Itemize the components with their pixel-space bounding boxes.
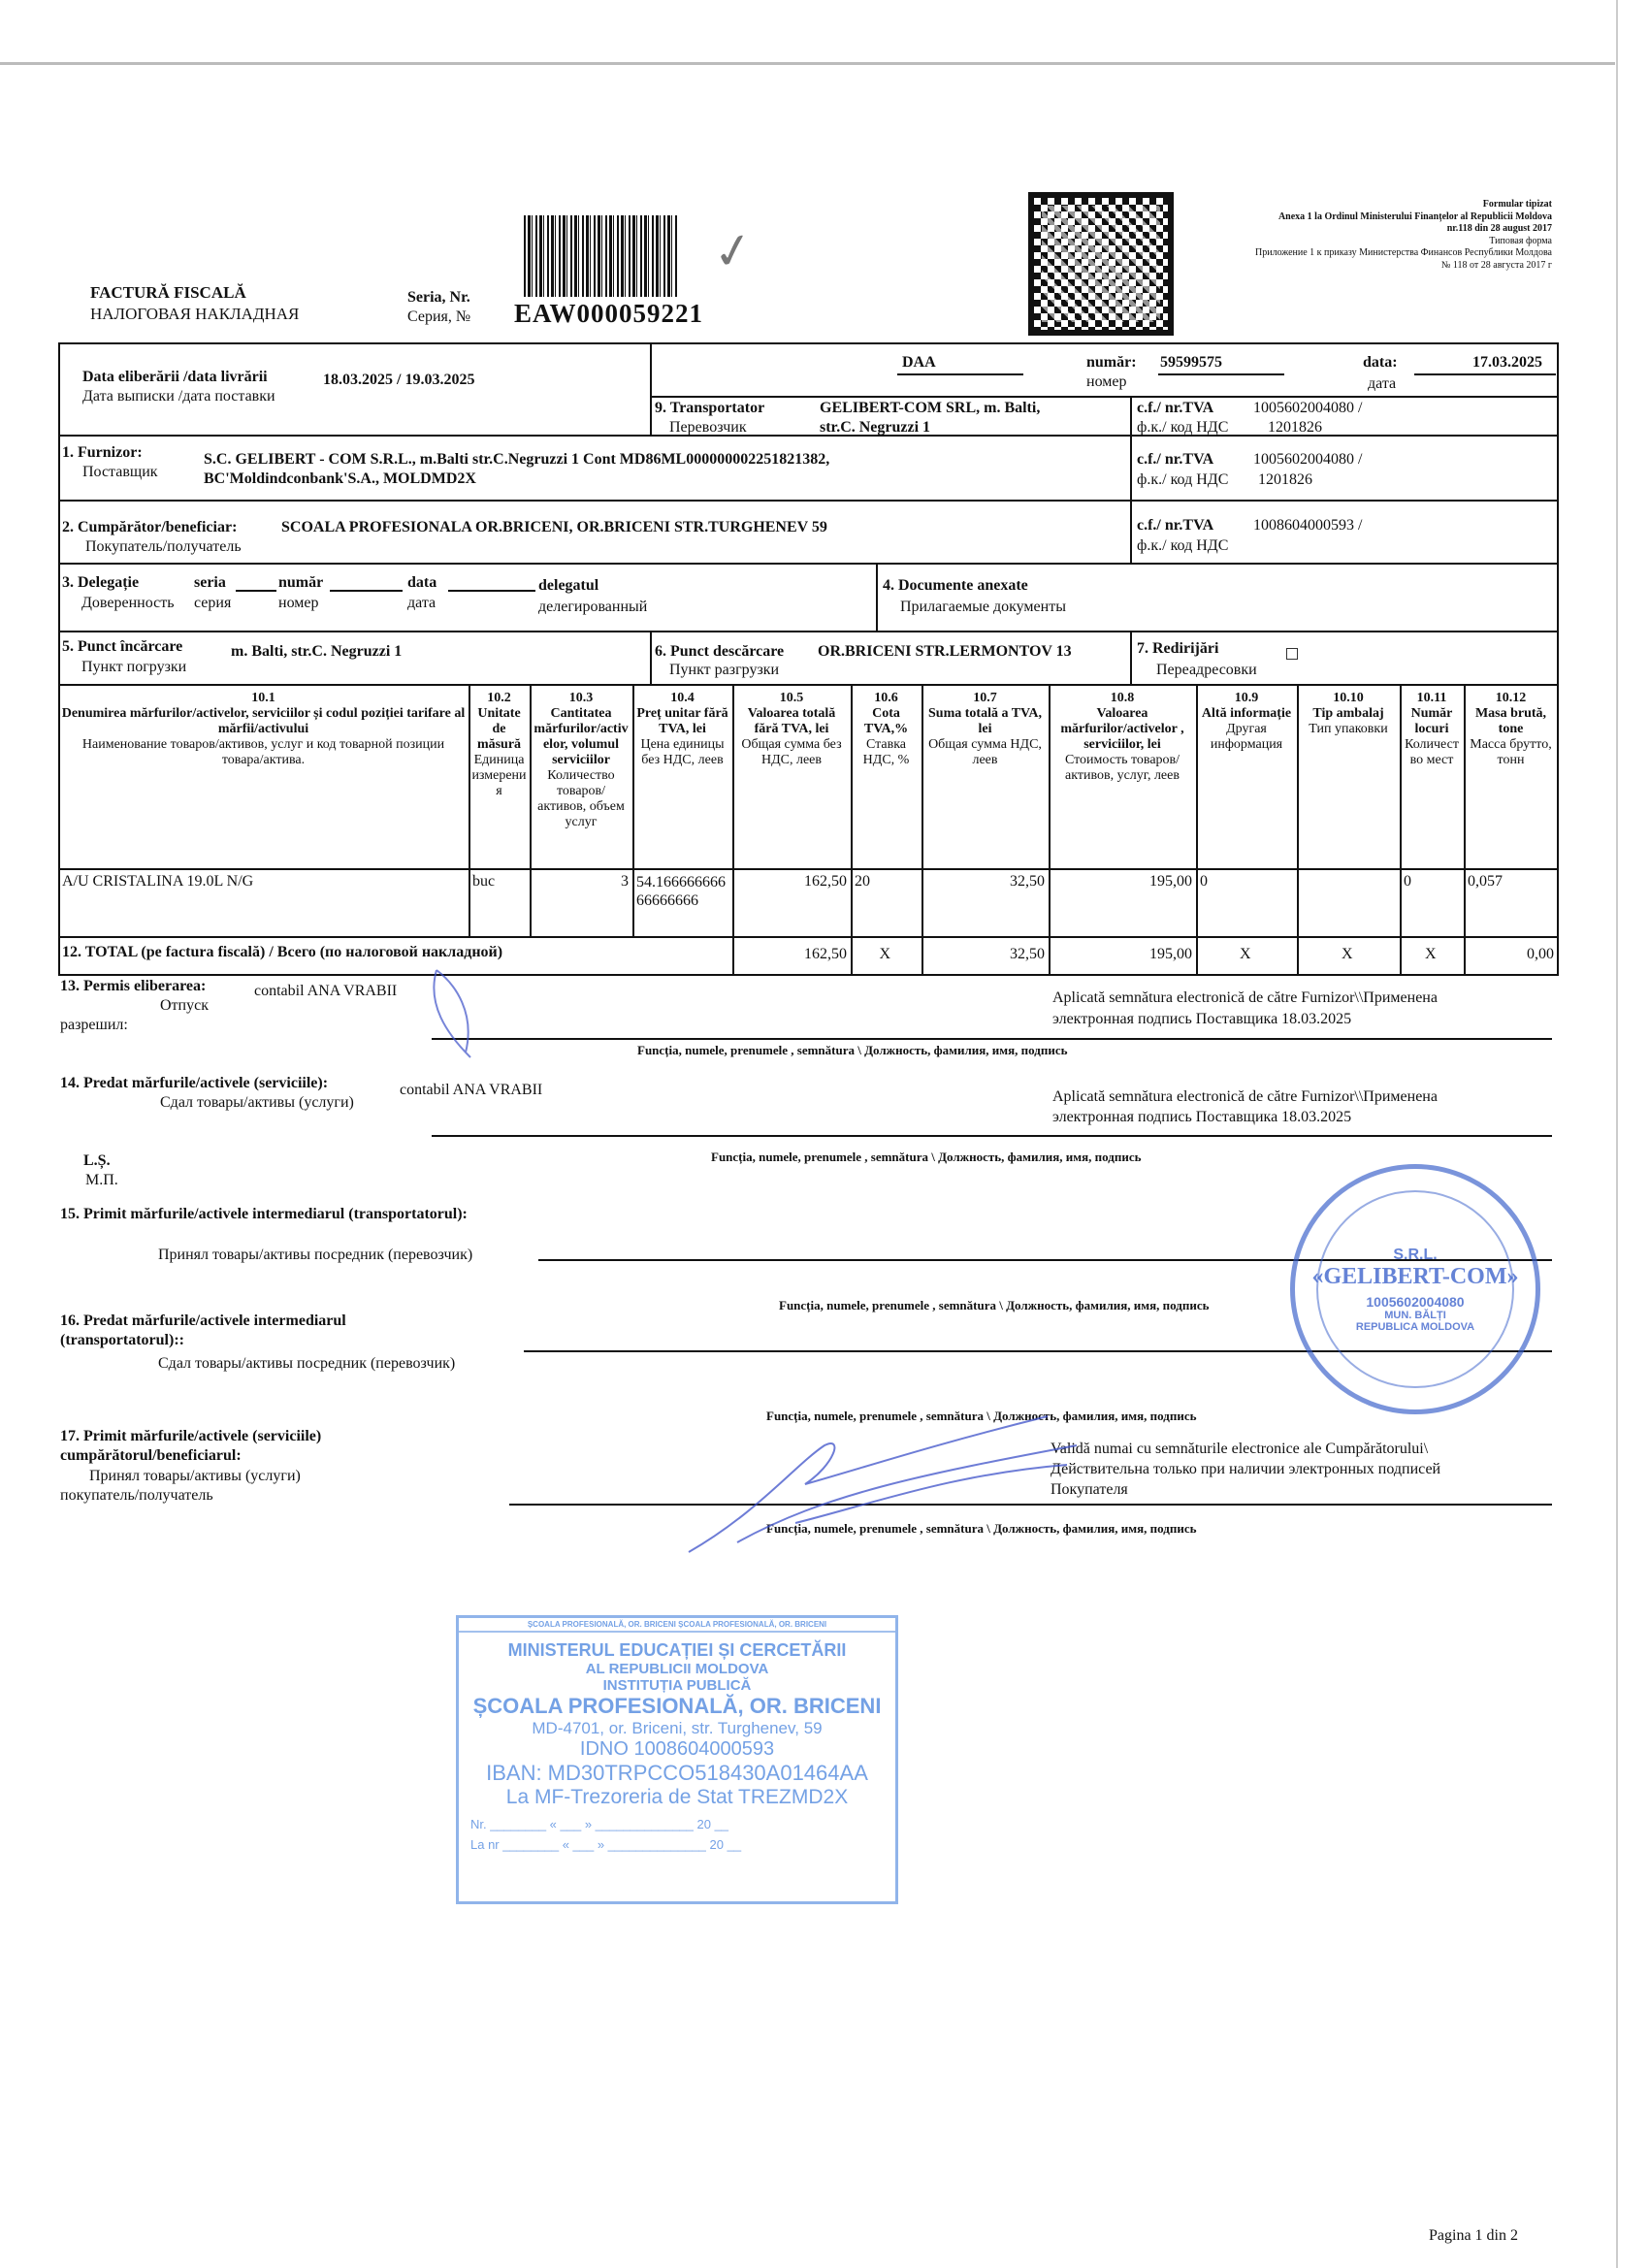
s15-label-ro: 15. Primit mărfurile/activele intermediarul (transportatorul): — [60, 1206, 468, 1222]
divider — [58, 684, 1558, 686]
barcode-icon — [524, 215, 679, 297]
table-cell: 32,50 — [1010, 873, 1045, 890]
redirect-checkbox[interactable] — [1286, 648, 1298, 660]
delegation-data: data — [407, 574, 437, 591]
column-header — [1467, 691, 1555, 768]
s17-label-ro2: cumpărătorul/beneficiarul: — [60, 1447, 242, 1464]
stamp-text: ȘCOALA PROFESIONALĂ, OR. BRICENI ȘCOALA PROFESIONALĂ, OR. BRICENI — [459, 1618, 895, 1633]
s13-note-2: электронная подпись Поставщика 18.03.2025 — [1052, 1011, 1352, 1027]
s15-caption: Funcția, numele, prenumele , semnătura \ Должность, фамилия, имя, подпись — [779, 1298, 1210, 1312]
column-header-ru: Тип упаковки — [1309, 722, 1388, 736]
series-number: EAW000059221 — [514, 299, 704, 328]
redirect-label-ru: Переадресовки — [1156, 662, 1257, 678]
s17-label-ru1: Принял товары/активы (услуги) — [89, 1468, 301, 1484]
table-cell: 0 — [1404, 873, 1411, 890]
handwritten-mark — [417, 965, 495, 1062]
stamp-text: IBAN: MD30TRPCCO518430A01464AA — [486, 1761, 868, 1785]
divider — [650, 342, 652, 436]
s17-note-1: Validă numai cu semnăturile electronice ale Cumpărătorului\ — [1051, 1441, 1429, 1457]
column-header-n: 10.5 — [779, 691, 804, 705]
buyer-rect-stamp — [456, 1615, 898, 1904]
delegation-delegat-ru: делегированный — [538, 599, 648, 615]
column-divider — [1464, 684, 1466, 975]
stamp-text: IDNO 1008604000593 — [579, 1738, 775, 1760]
column-divider — [851, 684, 853, 975]
delegation-seria: seria — [194, 574, 226, 591]
column-header-ro: Valoarea mărfurilor/activelor , serviciilor, lei — [1060, 706, 1184, 752]
column-header-ru: Общая сумма НДС, леев — [928, 737, 1042, 767]
column-header-ru: Количество мест — [1405, 737, 1459, 767]
column-header — [854, 691, 919, 768]
s16-label-ru: Сдал товары/активы посредник (перевозчик) — [158, 1355, 456, 1372]
column-divider — [1049, 684, 1051, 975]
s17-label-ro1: 17. Primit mărfurile/activele (serviciile) — [60, 1428, 322, 1444]
column-header-ru: Общая сумма без НДС, леев — [741, 737, 842, 767]
s13-label-ro: 13. Permis eliberarea: — [60, 978, 207, 994]
supplier-round-stamp — [1290, 1164, 1540, 1414]
load-value: m. Balti, str.C. Negruzzi 1 — [231, 643, 403, 660]
table-cell: 0,057 — [1468, 873, 1503, 890]
s14-note-1: Aplicată semnătura electronică de către Furnizor\\Применена — [1052, 1088, 1438, 1105]
stamp-text: ȘCOALA PROFESIONALĂ, OR. BRICENI — [472, 1694, 882, 1718]
buyer-label-ru: Покупатель/получатель — [85, 538, 242, 555]
divider — [876, 563, 878, 631]
unload-label-ro: 6. Punct descărcare — [655, 643, 785, 660]
supplier-cf-label-ru: ф.к./ код НДС — [1137, 471, 1229, 488]
column-header-ro: Suma totală a TVA, lei — [928, 706, 1042, 736]
transport-label-ru: Перевозчик — [669, 419, 747, 436]
s14-label-ro: 14. Predat mărfurile/activele (serviciile): — [60, 1075, 329, 1091]
stamp-text: INSTITUȚIA PUBLICĂ — [602, 1677, 752, 1694]
form-note-line: № 118 от 28 августа 2017 г — [1440, 259, 1552, 271]
s14-caption: Funcția, numele, prenumele , semnătura \ Должность, фамилия, имя, подпись — [711, 1150, 1142, 1164]
column-header-ro: Tip ambalaj — [1312, 706, 1384, 721]
column-header-ro: Preț unitar fără TVA, lei — [636, 706, 728, 736]
buyer-cf-label: c.f./ nr.TVA — [1137, 517, 1214, 534]
column-header-n: 10.8 — [1110, 691, 1135, 705]
transport-label-ro: 9. Transportator — [655, 400, 765, 416]
docs-label-ro: 4. Documente anexate — [883, 577, 1028, 594]
handwritten-signature — [679, 1407, 1086, 1581]
column-header — [1051, 691, 1193, 784]
total-cell: X — [1425, 946, 1437, 962]
s17-note-2: Действительна только при наличии электронных подписей — [1051, 1461, 1441, 1477]
column-header-ru: Цена единицы без НДС, леев — [640, 737, 725, 767]
supplier-value-2: BC'Moldindconbank'S.A., MOLDMD2X — [204, 470, 476, 487]
s16-label-ro1: 16. Predat mărfurile/activele intermediarul — [60, 1312, 346, 1329]
buyer-label-ro: 2. Cumpărător/beneficiar: — [62, 519, 238, 535]
column-header-ru: Стоимость товаров/активов, услуг, леев — [1064, 753, 1180, 783]
daa-date-underline — [1414, 373, 1556, 375]
numar-field — [330, 590, 403, 592]
total-cell: X — [1342, 946, 1353, 962]
s13-signature-line — [432, 1038, 1552, 1040]
column-header-ro: Masa brută, tone — [1474, 706, 1547, 736]
delegation-seria-ru: серия — [194, 595, 232, 611]
column-divider — [469, 684, 470, 936]
column-header — [1300, 691, 1397, 737]
column-header-n: 10.11 — [1416, 691, 1447, 705]
column-header-ro: Altă informație — [1201, 706, 1292, 721]
s13-label-ru2: разрешил: — [60, 1017, 128, 1033]
table-cell: 54.16666666666666666 — [636, 874, 726, 909]
divider — [58, 936, 1558, 938]
table-cell: 0 — [1200, 873, 1208, 890]
delegation-data-ru: дата — [407, 595, 436, 611]
supplier-label-ro: 1. Furnizor: — [62, 444, 143, 461]
column-header-ru: Количество товаров/активов, объем услуг — [537, 768, 625, 829]
column-header — [924, 691, 1046, 768]
daa-number-underline — [1158, 373, 1284, 375]
title-ru: НАЛОГОВАЯ НАКЛАДНАЯ — [90, 305, 300, 323]
scan-edge-line — [0, 62, 1615, 65]
column-header-n: 10.10 — [1333, 691, 1364, 705]
load-label-ro: 5. Punct încărcare — [62, 638, 183, 655]
delegation-label-ro: 3. Delegație — [62, 574, 140, 591]
redirect-label-ro: 7. Redirijări — [1137, 640, 1219, 657]
column-header — [61, 691, 466, 768]
scan-edge-right — [1616, 0, 1618, 2268]
column-header-ro: Cota TVA,% — [863, 706, 909, 736]
daa-label: DAA — [902, 354, 936, 371]
column-divider — [530, 684, 532, 936]
daa-underline — [897, 373, 1023, 375]
stamp-text: AL REPUBLICII MOLDOVA — [585, 1661, 769, 1677]
divider — [58, 435, 1558, 437]
total-cell: X — [879, 946, 891, 962]
table-cell: buc — [472, 873, 496, 890]
daa-date-label-ru: дата — [1368, 375, 1397, 392]
delegation-numar: număr — [278, 574, 324, 591]
daa-date-label: data: — [1363, 354, 1398, 371]
table-cell: A/U CRISTALINA 19.0L N/G — [62, 873, 254, 890]
column-header-n: 10.4 — [670, 691, 695, 705]
column-header-ru: Масса брутто, тонн — [1470, 737, 1552, 767]
stamp-text: La MF-Trezoreria de Stat TREZMD2X — [505, 1786, 849, 1808]
form-note-line: Приложение 1 к приказу Министерства Финансов Республики Молдова — [1255, 247, 1552, 258]
dates-label-ru: Дата выписки /дата поставки — [82, 388, 275, 405]
column-header — [735, 691, 848, 768]
table-cell: 195,00 — [1149, 873, 1192, 890]
supplier-cf-label: c.f./ nr.TVA — [1137, 451, 1214, 468]
column-divider — [1297, 684, 1299, 975]
column-divider — [632, 684, 634, 936]
stamp-text: MINISTERUL EDUCAȚIEI ȘI CERCETĂRII — [507, 1640, 847, 1660]
divider — [1130, 631, 1132, 684]
title-ro: FACTURĂ FISCALĂ — [90, 283, 246, 302]
column-divider — [1400, 684, 1402, 975]
table-cell: 3 — [621, 873, 629, 890]
dates-value: 18.03.2025 / 19.03.2025 — [323, 372, 475, 388]
divider — [650, 396, 1558, 398]
load-label-ru: Пункт погрузки — [81, 659, 187, 675]
supplier-cf-1: 1005602004080 / — [1253, 451, 1363, 468]
column-header-ro: Denumirea mărfurilor/activelor, serviciilor și codul poziției tarifare al mărfii/activului — [61, 706, 466, 736]
transport-cf-1: 1005602004080 / — [1253, 400, 1363, 416]
s16-caption: Funcția, numele, prenumele , semnătura \ Должность, фамилия, имя, подпись — [766, 1409, 1197, 1423]
column-divider — [922, 684, 923, 975]
buyer-cf-1: 1008604000593 / — [1253, 517, 1363, 534]
supplier-value-1: S.C. GELIBERT - COM S.R.L., m.Balti str.C.Negruzzi 1 Cont MD86ML000000002251821382, — [204, 451, 830, 468]
column-header — [471, 691, 527, 799]
s17-caption: Funcția, numele, prenumele , semnătura \ Должность, фамилия, имя, подпись — [766, 1521, 1197, 1536]
column-header — [533, 691, 630, 830]
transport-cf-label: c.f./ nr.TVA — [1137, 400, 1214, 416]
form-note-line: Anexa 1 la Ordinul Ministerului Finanțelor al Republicii Moldova — [1277, 211, 1552, 222]
daa-number-label-ru: номер — [1086, 373, 1127, 390]
column-header — [635, 691, 729, 768]
column-header-n: 10.1 — [251, 691, 275, 705]
delegation-delegat: delegatul — [538, 577, 599, 594]
s13-note-1: Aplicată semnătura electronică de către Furnizor\\Применена — [1052, 989, 1438, 1006]
total-cell: 0,00 — [1527, 946, 1554, 962]
form-note-line: Formular tipizat — [1482, 199, 1552, 210]
daa-number: 59599575 — [1160, 354, 1222, 371]
total-cell: X — [1240, 946, 1251, 962]
total-cell: 162,50 — [804, 946, 847, 962]
daa-number-label: număr: — [1086, 354, 1137, 371]
series-label-ro: Seria, Nr. — [407, 289, 470, 306]
divider — [650, 631, 652, 684]
stamp-text: Nr. ________ « ___ » ______________ 20 __ — [470, 1817, 729, 1831]
s15-label-ru: Принял товары/активы посредник (перевозчик) — [158, 1247, 473, 1263]
s17-note-3: Покупателя — [1051, 1481, 1128, 1498]
data-field — [448, 590, 535, 592]
stamp-text: REPUBLICA MOLDOVA — [1355, 1320, 1475, 1333]
column-header — [1403, 691, 1461, 768]
supplier-label-ru: Поставщик — [82, 464, 158, 480]
divider — [1130, 396, 1132, 563]
qr-code-icon — [1028, 192, 1174, 336]
s14-value: contabil ANA VRABII — [400, 1082, 543, 1098]
column-divider — [1196, 684, 1198, 975]
total-cell: 32,50 — [1010, 946, 1045, 962]
column-header-ru: Ставка НДС, % — [862, 737, 910, 767]
series-label-ru: Серия, № — [407, 308, 471, 325]
stamp-text: 1005602004080 — [1366, 1293, 1465, 1310]
buyer-value: SCOALA PROFESIONALA OR.BRICENI, OR.BRICENI STR.TURGHENEV 59 — [281, 519, 827, 535]
column-header-n: 10.6 — [874, 691, 898, 705]
delegation-label-ru: Доверенность — [81, 595, 175, 611]
total-label: 12. TOTAL (pe factura fiscală) / Всего (по налоговой накладной) — [62, 944, 503, 960]
divider — [58, 868, 1558, 870]
s16-label-ro2: (transportatorul):: — [60, 1332, 184, 1348]
form-note-line: Типовая форма — [1489, 235, 1552, 246]
s13-label-ru1: Отпуск — [160, 997, 209, 1014]
transport-value-2: str.C. Negruzzi 1 — [820, 419, 931, 436]
transport-cf-2: 1201826 — [1268, 419, 1322, 436]
table-cell: 162,50 — [804, 873, 847, 890]
supplier-cf-2: 1201826 — [1258, 471, 1312, 488]
ls-label: L.Ș. — [83, 1152, 111, 1169]
stamp-text: S.R.L. — [1393, 1246, 1438, 1263]
divider — [58, 500, 1558, 502]
column-header-ro: Valoarea totală fără TVA, lei — [747, 706, 836, 736]
unload-label-ru: Пункт разгрузки — [669, 662, 780, 678]
column-header-ru: Единица измерения — [471, 753, 527, 798]
mp-label: М.П. — [85, 1172, 118, 1188]
s13-caption: Funcția, numele, prenumele , semnătura \ Должность, фамилия, имя, подпись — [637, 1043, 1068, 1057]
column-divider — [732, 684, 734, 975]
total-cell: 195,00 — [1149, 946, 1192, 962]
s13-value: contabil ANA VRABII — [254, 983, 398, 999]
stamp-text: MUN. BĂLȚI — [1384, 1309, 1446, 1321]
column-header-ru: Другая информация — [1210, 722, 1283, 752]
s17-label-ru2: покупатель/получатель — [60, 1487, 213, 1504]
docs-label-ru: Прилагаемые документы — [900, 599, 1066, 615]
dates-label-ro: Data eliberării /data livrării — [82, 369, 268, 385]
stamp-text: «GELIBERT-COM» — [1311, 1263, 1519, 1289]
form-note-line: nr.118 din 28 august 2017 — [1446, 223, 1552, 234]
stamp-text: MD-4701, or. Briceni, str. Turghenev, 59 — [532, 1719, 823, 1737]
column-header — [1199, 691, 1294, 753]
stamp-text: La nr ________ « ___ » ______________ 20 __ — [470, 1837, 742, 1852]
s14-note-2: электронная подпись Поставщика 18.03.2025 — [1052, 1109, 1352, 1125]
buyer-cf-label-ru: ф.к./ код НДС — [1137, 537, 1229, 554]
column-header-n: 10.12 — [1495, 691, 1527, 705]
transport-value-1: GELIBERT-COM SRL, m. Balti, — [820, 400, 1041, 416]
divider — [58, 631, 1558, 632]
seria-field — [236, 590, 276, 592]
column-header-ro: Unitate de măsură — [476, 706, 522, 752]
divider — [58, 563, 1558, 565]
page-number: Pagina 1 din 2 — [1429, 2227, 1518, 2244]
column-header-ru: Наименование товаров/активов, услуг и код товарной позиции товара/актива. — [81, 737, 445, 767]
daa-date: 17.03.2025 — [1472, 354, 1542, 371]
unload-value: OR.BRICENI STR.LERMONTOV 13 — [818, 643, 1072, 660]
checkmark-icon: ✓ — [708, 220, 759, 282]
column-header-n: 10.7 — [973, 691, 997, 705]
delegation-numar-ru: номер — [278, 595, 319, 611]
column-header-n: 10.2 — [487, 691, 511, 705]
s14-label-ru: Сдал товары/активы (услуги) — [160, 1094, 354, 1111]
column-header-n: 10.9 — [1234, 691, 1259, 705]
transport-cf-label-ru: ф.к./ код НДС — [1137, 419, 1229, 436]
column-header-n: 10.3 — [568, 691, 594, 705]
form-note — [1255, 199, 1552, 272]
table-cell: 20 — [855, 873, 870, 890]
column-header-ro: Număr locuri — [1410, 706, 1453, 736]
column-header-ro: Cantitatea mărfurilor/activelor, volumul serviciilor — [534, 706, 629, 767]
s14-signature-line — [432, 1135, 1552, 1137]
